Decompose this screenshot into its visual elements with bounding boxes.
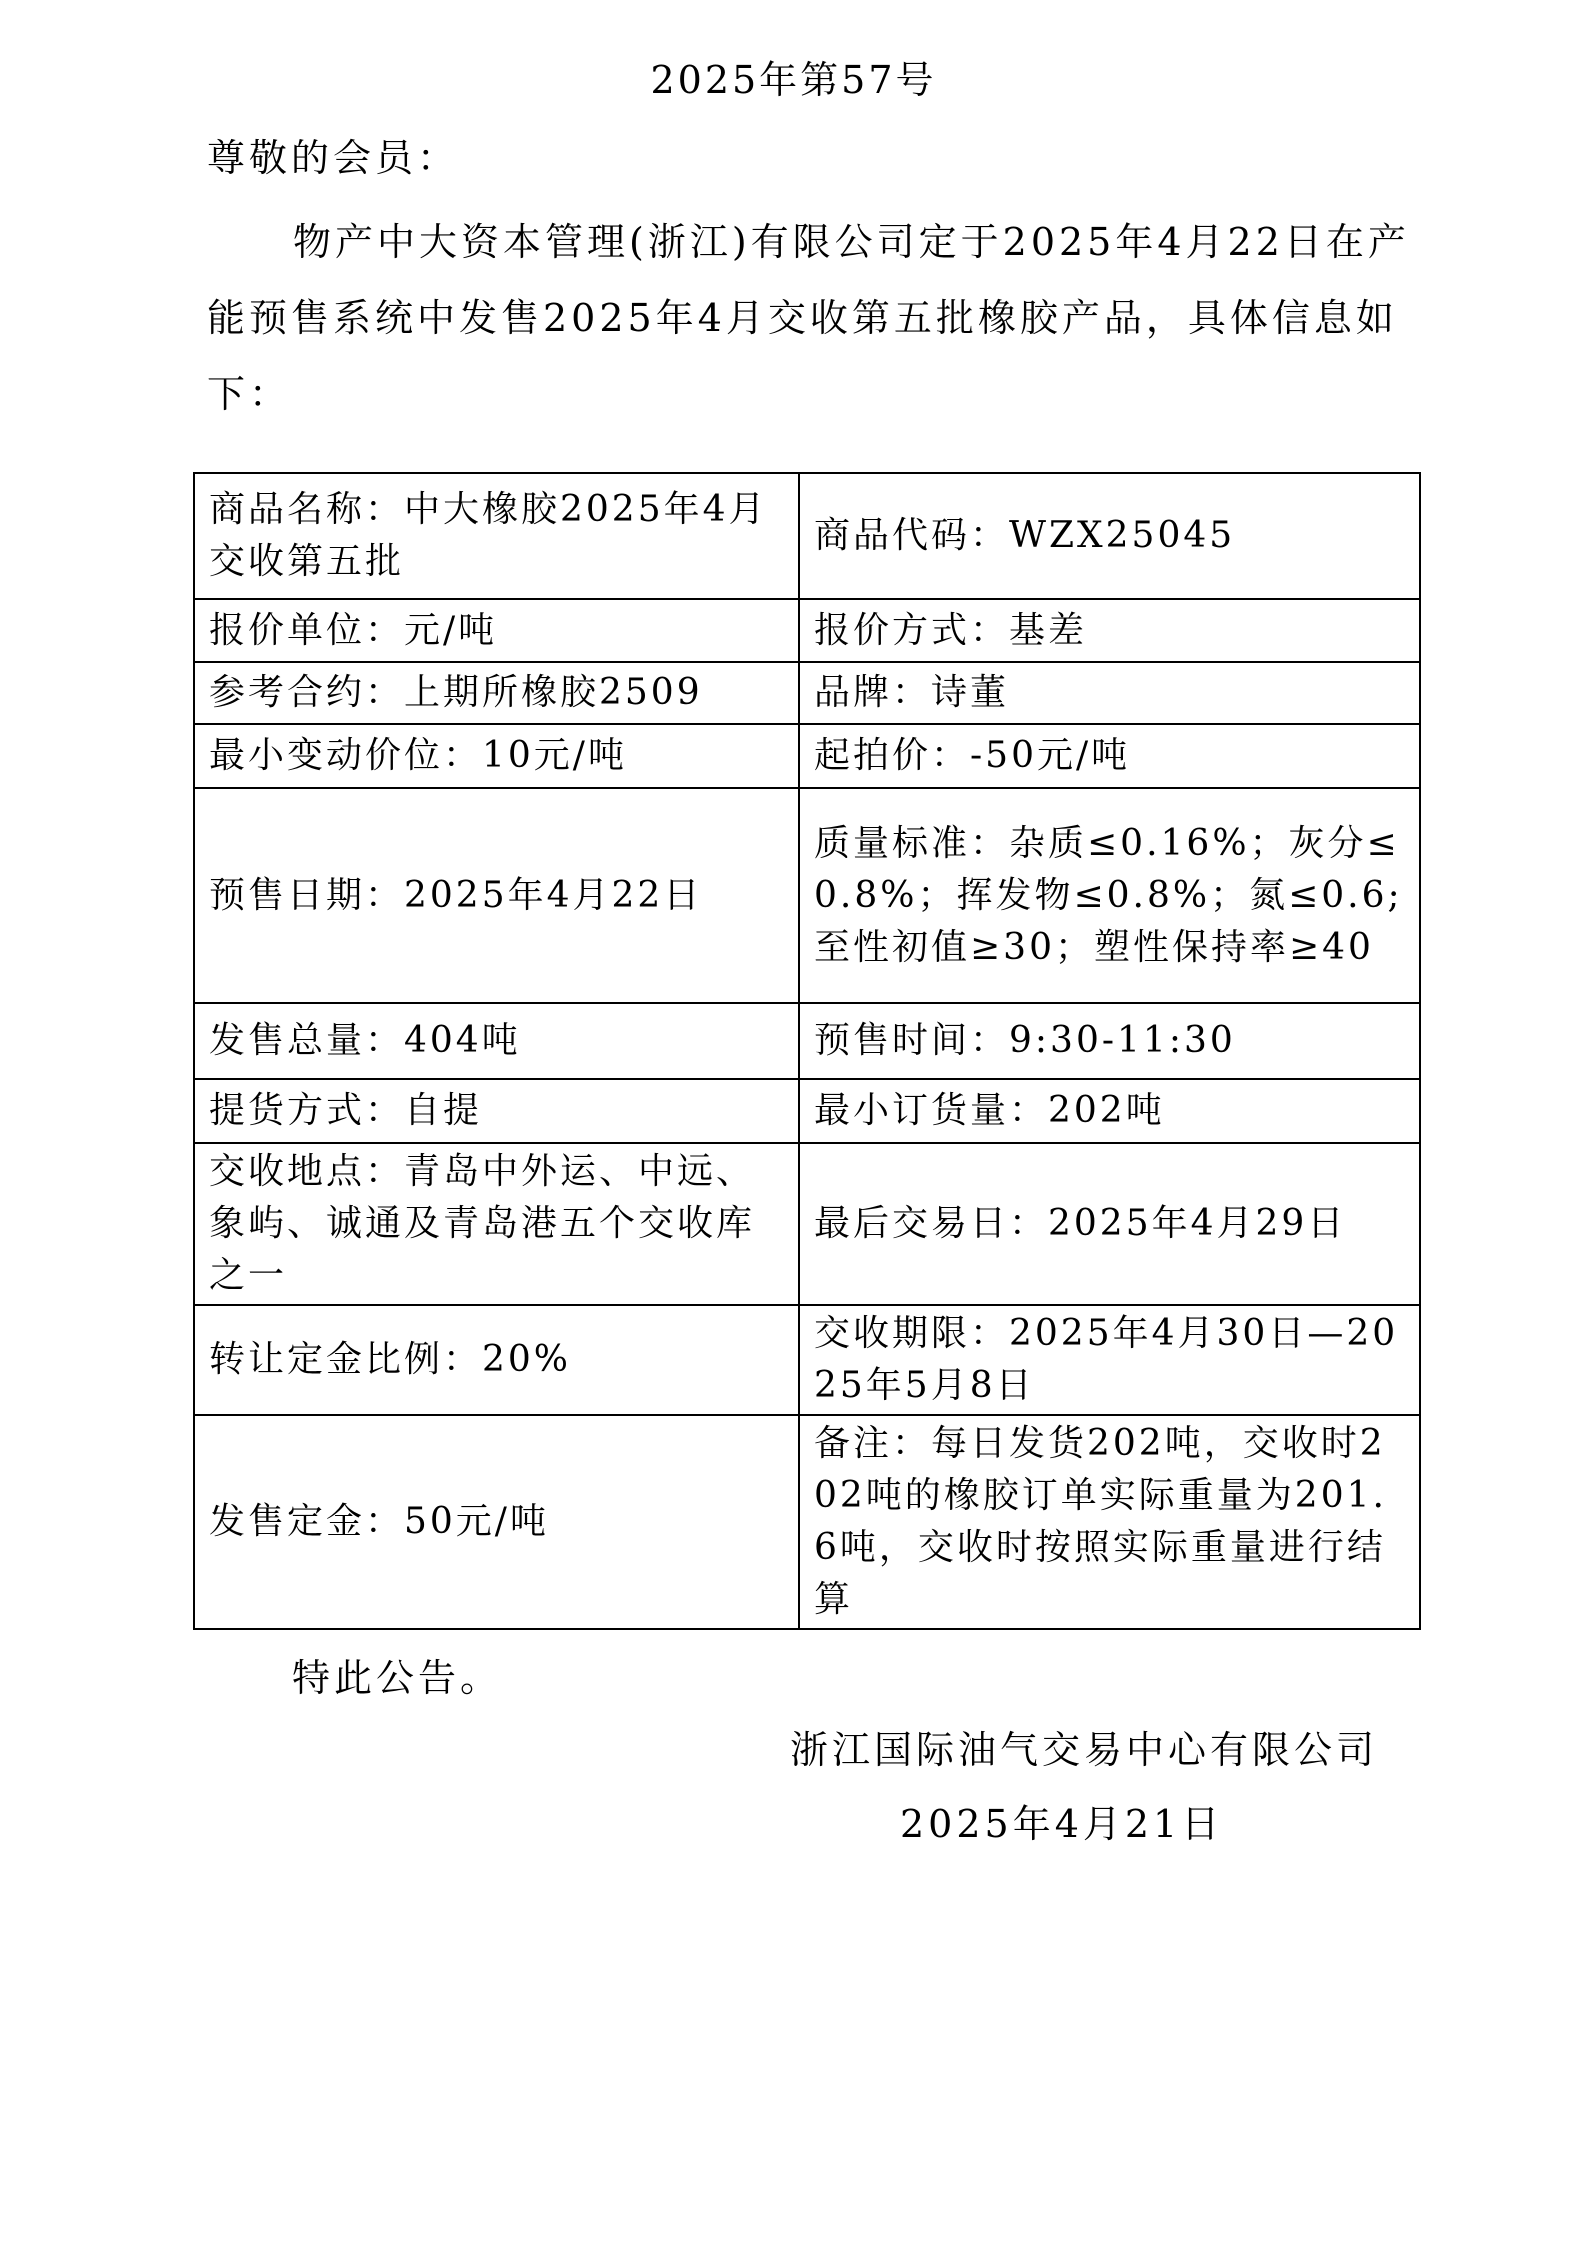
intro-paragraph: 物产中大资本管理(浙江)有限公司定于2025年4月22日在产能预售系统中发售2025年4月交收第五批橡胶产品，具体信息如下： bbox=[207, 220, 1410, 416]
delivery-period-cell: 交收期限：2025年4月30日—2025年5月8日 bbox=[799, 1305, 1420, 1415]
signature-date: 2025年4月21日 bbox=[900, 1802, 1224, 1846]
total-volume-cell: 发售总量：404吨 bbox=[194, 1003, 799, 1079]
table-row bbox=[194, 724, 1420, 788]
min-price-tick-cell: 最小变动价位：10元/吨 bbox=[194, 724, 799, 788]
pickup-method-cell: 提货方式：自提 bbox=[194, 1079, 799, 1143]
closing-statement: 特此公告。 bbox=[292, 1656, 503, 1700]
product-name-cell: 商品名称：中大橡胶2025年4月交收第五批 bbox=[194, 473, 799, 599]
brand-cell: 品牌：诗董 bbox=[799, 662, 1420, 724]
transfer-deposit-ratio-cell: 转让定金比例：20% bbox=[194, 1305, 799, 1415]
table-row bbox=[194, 1079, 1420, 1143]
quote-unit-cell: 报价单位：元/吨 bbox=[194, 599, 799, 662]
presale-time-cell: 预售时间：9:30-11:30 bbox=[799, 1003, 1420, 1079]
salutation: 尊敬的会员： bbox=[207, 136, 460, 180]
table-row bbox=[194, 599, 1420, 662]
last-trading-day-cell: 最后交易日：2025年4月29日 bbox=[799, 1143, 1420, 1305]
presale-date-cell: 预售日期：2025年4月22日 bbox=[194, 788, 799, 1003]
table-row bbox=[194, 1415, 1420, 1629]
quality-standard-cell: 质量标准：杂质≤0.16%；灰分≤0.8%；挥发物≤0.8%；氮≤0.6;至性初值≥30；塑性保持率≥40 bbox=[799, 788, 1420, 1003]
sale-deposit-cell: 发售定金：50元/吨 bbox=[194, 1415, 799, 1629]
remarks-cell: 备注：每日发货202吨，交收时202吨的橡胶订单实际重量为201.6吨，交收时按照实际重量进行结算 bbox=[799, 1415, 1420, 1629]
table-row bbox=[194, 662, 1420, 724]
table-row bbox=[194, 1003, 1420, 1079]
product-info-table bbox=[193, 472, 1421, 1630]
signature-organization: 浙江国际油气交易中心有限公司 bbox=[790, 1728, 1379, 1772]
document-number: 2025年第57号 bbox=[650, 58, 937, 102]
delivery-location-cell: 交收地点：青岛中外运、中远、象屿、诚通及青岛港五个交收库之一 bbox=[194, 1143, 799, 1305]
table-row bbox=[194, 473, 1420, 599]
product-info-table-body bbox=[194, 473, 1420, 1629]
table-row bbox=[194, 788, 1420, 1003]
reference-contract-cell: 参考合约：上期所橡胶2509 bbox=[194, 662, 799, 724]
quote-method-cell: 报价方式：基差 bbox=[799, 599, 1420, 662]
table-row bbox=[194, 1143, 1420, 1305]
starting-price-cell: 起拍价：-50元/吨 bbox=[799, 724, 1420, 788]
table-row bbox=[194, 1305, 1420, 1415]
min-order-cell: 最小订货量：202吨 bbox=[799, 1079, 1420, 1143]
product-code-cell: 商品代码：WZX25045 bbox=[799, 473, 1420, 599]
